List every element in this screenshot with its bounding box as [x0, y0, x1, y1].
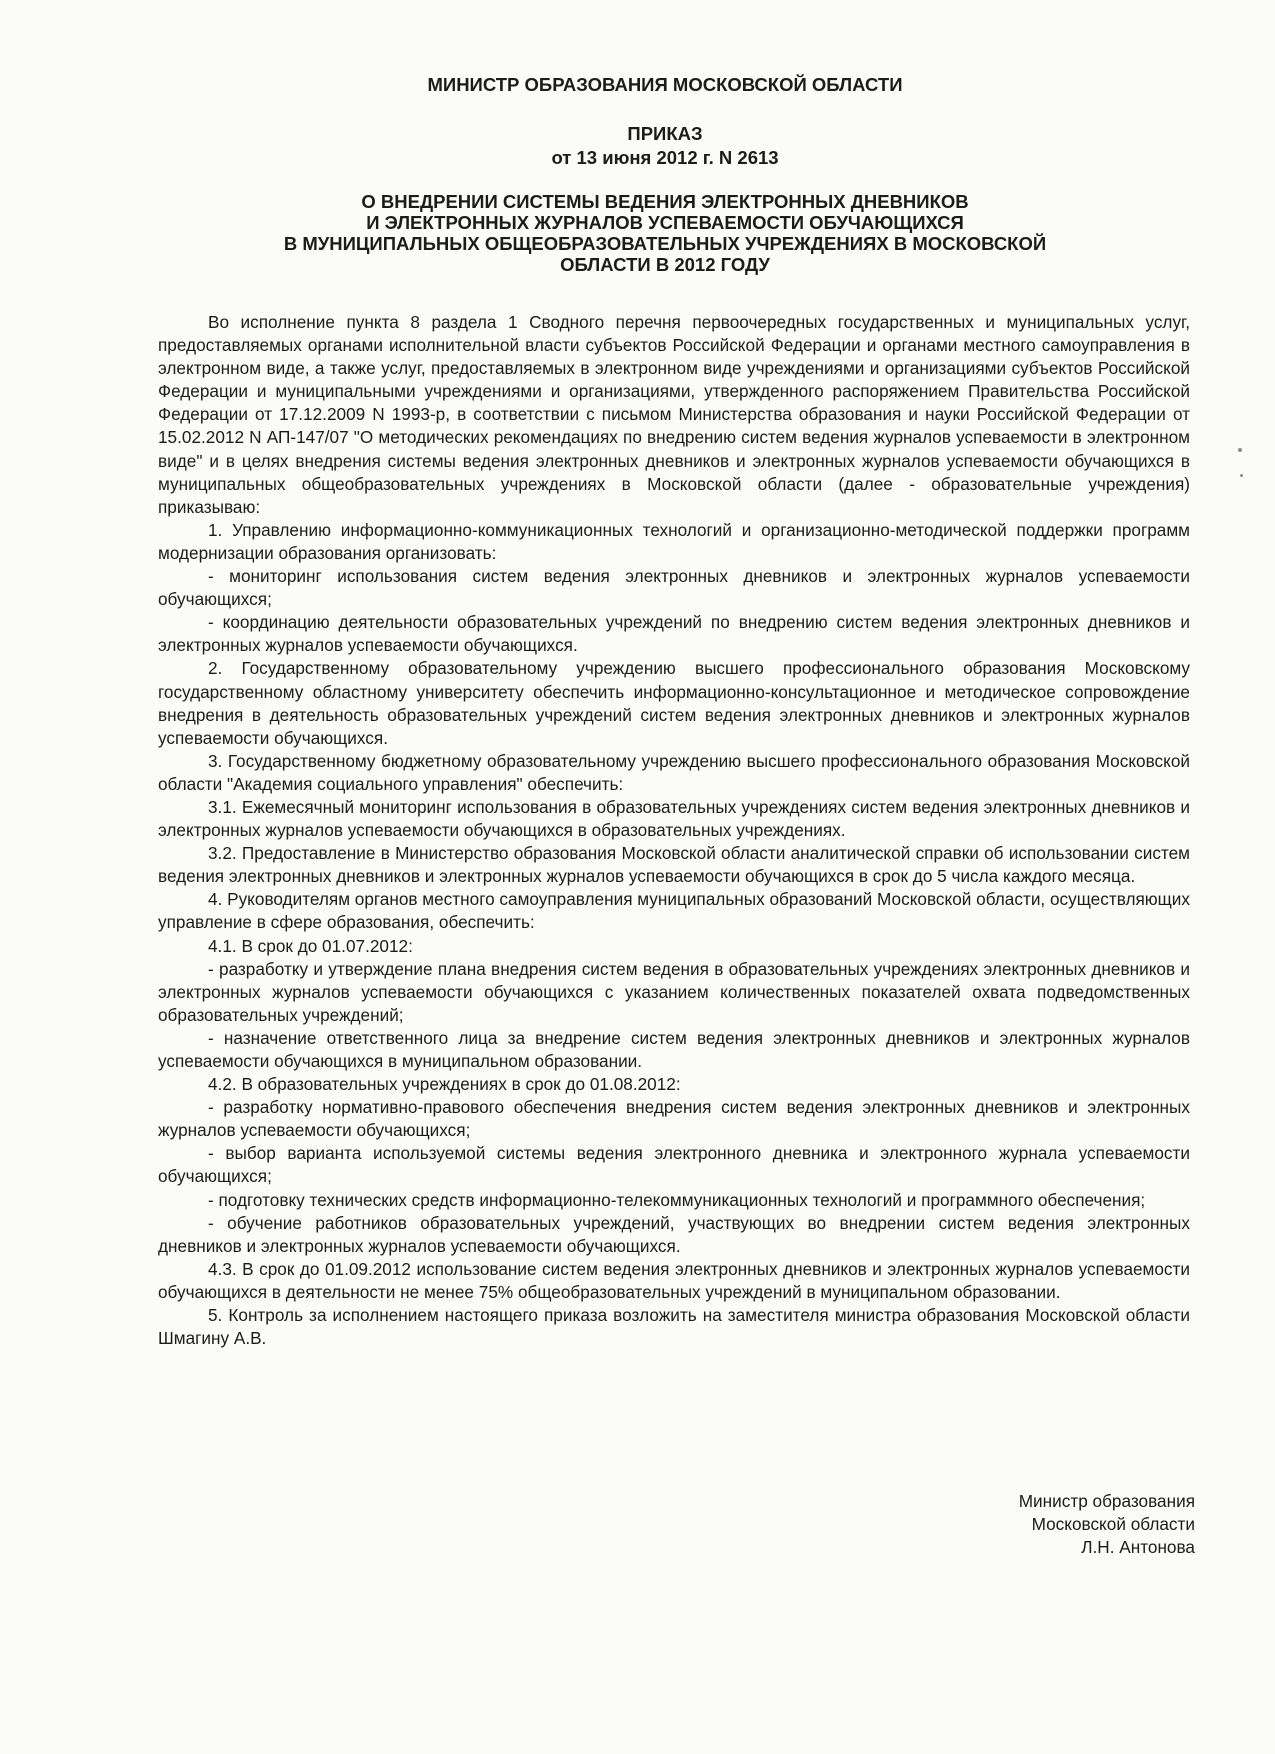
item-4-1-bullet-1: - разработку и утверждение плана внедрения систем ведения в образовательных учреждениях электронных дневников и электронных журналов успеваемости обучающихся с указанием количественных показателей охвата подведомственных образовательных учреждений;	[158, 958, 1190, 1025]
item-4-3: 4.3. В срок до 01.09.2012 использование систем ведения электронных дневников и электронных журналов успеваемости обучающихся в деятельности не менее 75% общеобразовательных учреждений в муниципальном образовании.	[158, 1258, 1190, 1302]
heading-line: В МУНИЦИПАЛЬНЫХ ОБЩЕОБРАЗОВАТЕЛЬНЫХ УЧРЕЖДЕНИЯХ В МОСКОВСКОЙ	[283, 233, 1047, 254]
item-4: 4. Руководителям органов местного самоуправления муниципальных образований Московской области, осуществляющих управление в сфере образования, обеспечить:	[158, 889, 1190, 933]
order-body	[158, 311, 1190, 1350]
item-1: 1. Управлению информационно-коммуникационных технологий и организационно-методической поддержки программ модернизации образования организовать:	[158, 519, 1190, 563]
order-heading	[160, 191, 1170, 275]
item-3: 3. Государственному бюджетному образовательному учреждению высшего профессионального образования Московской области "Академия социального управления" обеспечить:	[158, 750, 1190, 794]
item-4-2-bullet-3: - подготовку технических средств информационно-телекоммуникационных технологий и программного обеспечения;	[208, 1189, 1146, 1210]
signature-line: Министр образования	[1018, 1491, 1195, 1511]
order-title: ПРИКАЗ	[627, 123, 703, 144]
preamble-paragraph: Во исполнение пункта 8 раздела 1 Сводного перечня первоочередных государственных и муниципальных услуг, предоставляемых органами исполнительной власти субъектов Российской Федерации и органами местного самоуправления в электронном виде, а также услуг, предоставляемых в электронном виде учреждениями и организациями субъектов Российской Федерации и муниципальными учреждениями и организациями, утвержденного распоряжением Правительства Российской Федерации от 17.12.2009 N 1993-р, в соответствии с письмом Министерства образования и науки Российской Федерации от 15.02.2012 N АП-147/07 "О методических рекомендациях по внедрению систем ведения журналов успеваемости в электронном виде" и в целях внедрения системы ведения электронных дневников и электронных журналов успеваемости обучающихся в муниципальных общеобразовательных учреждениях в Московской области (далее - образовательные учреждения) приказываю:	[158, 312, 1190, 517]
heading-line: О ВНЕДРЕНИИ СИСТЕМЫ ВЕДЕНИЯ ЭЛЕКТРОННЫХ ДНЕВНИКОВ	[361, 191, 969, 212]
scan-speck	[1238, 448, 1242, 452]
item-1-bullet-2: - координацию деятельности образовательных учреждений по внедрению систем ведения электронных дневников и электронных журналов успеваемости обучающихся.	[158, 612, 1190, 656]
ministry-title: МИНИСТР ОБРАЗОВАНИЯ МОСКОВСКОЙ ОБЛАСТИ	[427, 74, 903, 95]
item-5: 5. Контроль за исполнением настоящего приказа возложить на заместителя министра образования Московской области Шмагину А.В.	[158, 1305, 1190, 1349]
item-3-2: 3.2. Предоставление в Министерство образования Московской области аналитической справки об использовании систем ведения электронных дневников и электронных журналов успеваемости обучающихся в срок до 5 числа каждого месяца.	[158, 843, 1190, 887]
heading-line: И ЭЛЕКТРОННЫХ ЖУРНАЛОВ УСПЕВАЕМОСТИ ОБУЧАЮЩИХСЯ	[366, 212, 964, 233]
item-4-1: 4.1. В срок до 01.07.2012:	[208, 935, 413, 956]
item-4-2-bullet-1: - разработку нормативно-правового обеспечения внедрения систем ведения электронных дневников и электронных журналов успеваемости обучающихся;	[158, 1097, 1190, 1141]
order-date: от 13 июня 2012 г. N 2613	[551, 147, 779, 168]
item-4-2-bullet-2: - выбор варианта используемой системы ведения электронного дневника и электронного журнала успеваемости обучающихся;	[158, 1143, 1190, 1187]
signature-line: Московской области	[1031, 1514, 1195, 1534]
item-4-1-bullet-2: - назначение ответственного лица за внедрение систем ведения электронных дневников и электронных журналов успеваемости обучающихся в муниципальном образовании.	[158, 1027, 1190, 1071]
item-4-2: 4.2. В образовательных учреждениях в срок до 01.08.2012:	[208, 1074, 681, 1095]
item-3-1: 3.1. Ежемесячный мониторинг использования в образовательных учреждениях систем ведения электронных дневников и электронных журналов успеваемости обучающихся в образовательных учреждениях.	[158, 796, 1190, 841]
heading-line: ОБЛАСТИ В 2012 ГОДУ	[560, 254, 770, 275]
item-1-bullet-1: - мониторинг использования систем ведения электронных дневников и электронных журналов успеваемости обучающихся;	[158, 566, 1190, 610]
item-4-2-bullet-4: - обучение работников образовательных учреждений, участвующих во внедрении систем ведения электронных дневников и электронных журналов успеваемости обучающихся.	[158, 1212, 1190, 1256]
item-2: 2. Государственному образовательному учреждению высшего профессионального образования Московскому государственному областному университету обеспечить информационно-консультационное и методическое сопровождение внедрения в деятельность образовательных учреждений систем ведения электронных дневников и электронных журналов успеваемости обучающихся.	[158, 658, 1190, 748]
signature-name: Л.Н. Антонова	[1081, 1537, 1195, 1557]
scan-speck	[1240, 474, 1243, 477]
signature-block	[1019, 1490, 1195, 1559]
